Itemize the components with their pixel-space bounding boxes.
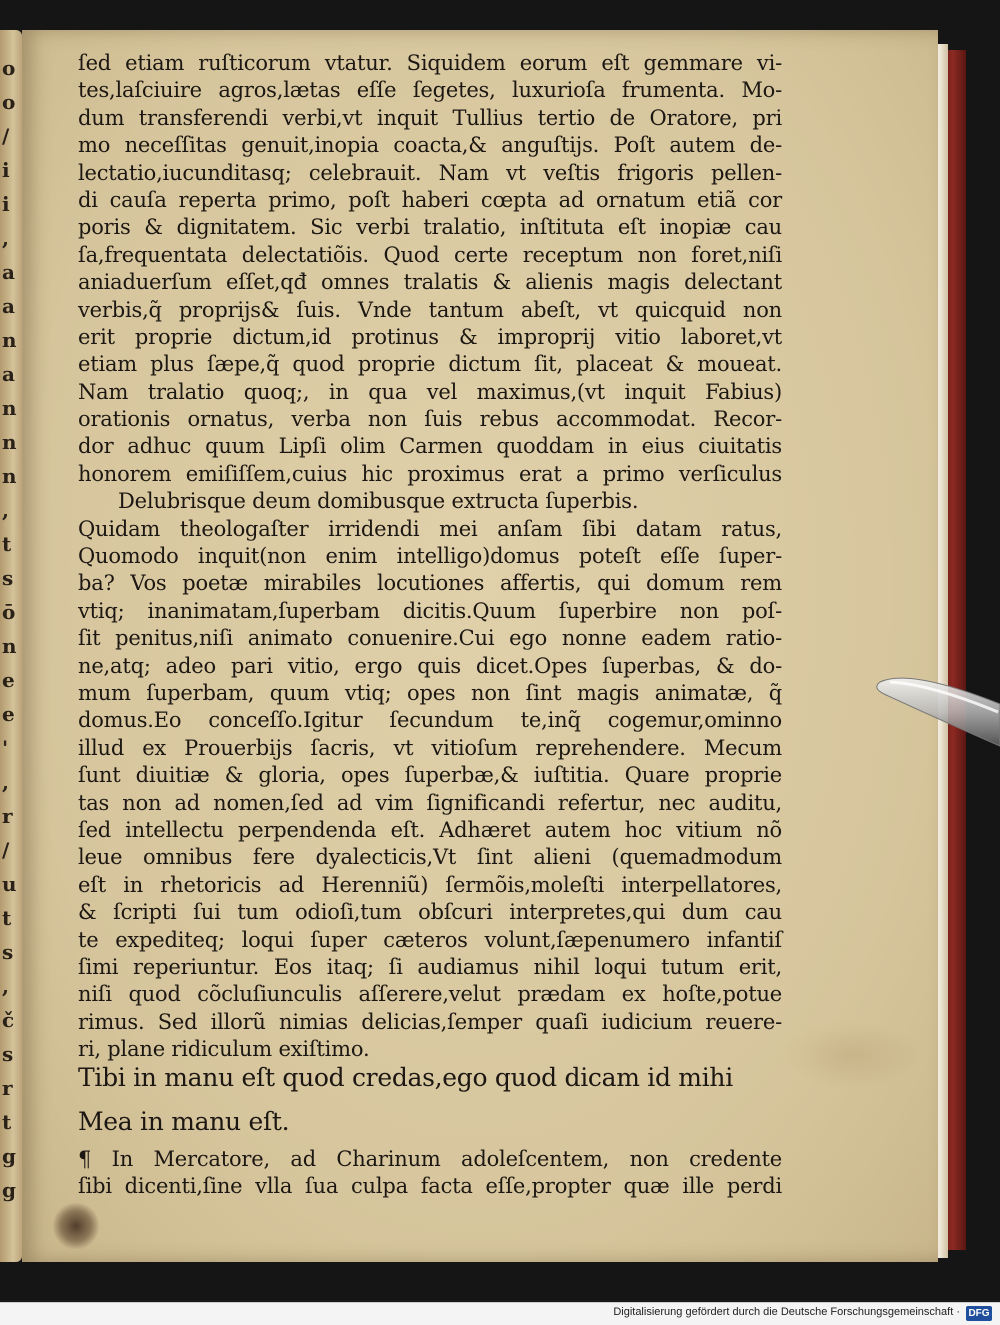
previous-page-letter: n <box>2 634 17 658</box>
previous-page-letter: a <box>2 362 15 386</box>
text-line: ſed intellectu perpendenda eſt. Adhæret autem hoc vitium nõ <box>78 817 782 842</box>
previous-page-letter: , <box>2 226 9 250</box>
text-line: Quomodo inquit(non enim intelligo)domus poteſt eſſe ſuper- <box>78 544 782 569</box>
text-line: ri, plane ridiculum exiſtimo. <box>78 1037 370 1062</box>
section-start <box>78 1146 782 1201</box>
previous-page-letter: a <box>2 260 15 284</box>
text-line: ſed etiam ruſticorum vtatur. Siquidem eorum eſt gemmare vi- <box>78 51 782 75</box>
previous-page-letter: g <box>2 1178 16 1202</box>
text-line: ne,atq; adeo pari vitio, ergo quis dicet.Opes ſuperbas, & do- <box>78 653 782 678</box>
previous-page-letter: a <box>2 294 15 318</box>
text-line: eſt in rhetoricis ad Herenniũ) ſermõis,moleſti interpellatores, <box>78 872 782 897</box>
previous-page-letter: ' <box>2 736 9 760</box>
text-line: rimus. Sed illorũ nimias delicias,ſemper quaſi iudicium reuere- <box>78 1009 782 1034</box>
previous-page-letter: o <box>2 90 16 114</box>
dfg-logo: DFG <box>966 1306 992 1321</box>
text-line: ſa,frequentata delectatiõis. Quod certe receptum non foret,niſi <box>78 242 782 267</box>
previous-page-letter: , <box>2 498 9 522</box>
previous-page-letter: e <box>2 702 15 726</box>
text-line: tes,laſciuire agros,lætas eſſe ſegetes, luxurioſa frumenta. Mo- <box>78 78 782 103</box>
heading-line-1: Tibi in manu eſt quod credas,ego quod dicam id mihi <box>78 1063 733 1092</box>
text-line: mo neceſſitas genuit,inopia coacta,& anguſtijs. Poſt autem de- <box>78 133 782 158</box>
text-line: dor adhuc quum Lipſi olim Carmen quoddam in eius ciuitatis <box>78 434 782 459</box>
text-line: verbis,q̃ proprijs& ſuis. Vnde tantum abeſt, vt quicquid non <box>78 297 782 322</box>
previous-page-letter: / <box>2 124 10 148</box>
previous-page-letter: n <box>2 430 17 454</box>
footer-credit-bar <box>0 1302 1000 1325</box>
text-line: leue omnibus fere dyalecticis,Vt ſint alieni (quemadmodum <box>78 845 782 870</box>
previous-page-letter: , <box>2 770 9 794</box>
previous-page-letter: s <box>2 566 14 590</box>
text-line: Quidam theologaſter irridendi mei anſam ſibi datam ratus, <box>78 516 782 541</box>
previous-page-letter: u <box>2 872 17 896</box>
text-line: ſimi reperiuntur. Eos itaq; ſi audiamus nihil loqui tutum erit, <box>78 954 782 979</box>
text-line: etiam plus ſæpe,q̃ quod proprie dictum ſit, placeat & moueat. <box>78 352 782 377</box>
text-line: orationis ornatus, verba non ſuis rebus accommodat. Recor- <box>78 407 782 432</box>
text-line: aniaduerſum eſſet,qđ omnes tralatis & alienis magis delectant <box>78 270 782 295</box>
previous-page-letter: g <box>2 1144 16 1168</box>
glass-page-holder <box>870 660 1000 770</box>
previous-page-letter: t <box>2 1110 12 1134</box>
previous-page-letter: e <box>2 668 15 692</box>
previous-page-letter: ō <box>2 600 16 624</box>
previous-page-letter: č <box>2 1008 15 1032</box>
verse-line: Delubrisque deum domibusque extructa ſuperbis. <box>118 489 639 514</box>
previous-page-letter: i <box>2 158 10 182</box>
credit-text: Digitalisierung gefördert durch die Deutsche Forschungsgemeinschaft · <box>613 1306 960 1318</box>
text-line: poris & dignitatem. Sic verbi tralatio, inſtituta eſt inopiæ cau <box>78 215 782 240</box>
text-line: ſit penitus,niſi animato conuenire.Cui ego nonne eadem ratio- <box>78 626 782 651</box>
text-line: erit proprie dictum,id protinus & improprij vitio laboret,vt <box>78 324 782 349</box>
previous-page-letter: , <box>2 974 9 998</box>
previous-page-letter: r <box>2 804 13 828</box>
previous-page-letters <box>0 30 22 1262</box>
body-text <box>78 50 782 1063</box>
text-line: te expediteq; loqui ſuper cæteros volunt,ſæpenumero infantiſ <box>78 927 782 952</box>
ink-smudge <box>52 1202 100 1250</box>
text-line: ſunt diuitiæ & gloria, opes ſuperbæ,& iuſtitia. Quare proprie <box>78 763 782 788</box>
paper-stain <box>782 1020 922 1090</box>
previous-page-letter: t <box>2 906 12 930</box>
text-line: mum ſuperbam, quum vtiq; opes non ſint magis animatæ, q̃ <box>78 680 782 705</box>
text-line: dum transferendi verbi,vt inquit Tullius tertio de Oratore, pri <box>78 105 782 130</box>
text-line: vtiq; inanimatam,ſuperbam dicitis.Quum ſuperbire non poſ- <box>78 598 782 623</box>
previous-page-letter: o <box>2 56 16 80</box>
text-line: di cauſa reperta primo, poſt haberi cœpta ad ornatum etiã cor <box>78 187 782 212</box>
text-line: ba? Vos poetæ mirabiles locutiones affertis, qui domum rem <box>78 571 782 596</box>
text-line: Nam tralatio quoq;, in qua vel maximus,(vt inquit Fabius) <box>78 379 782 404</box>
previous-page-letter: i <box>2 192 10 216</box>
text-line: & ſcripti ſui tum odioſi,tum obſcuri interpretes,qui dum cau <box>78 900 782 925</box>
previous-page-letter: n <box>2 396 17 420</box>
previous-page-letter: s <box>2 940 14 964</box>
previous-page-letter: s <box>2 1042 14 1066</box>
text-line: niſi quod cõcluſiunculis aſſerere,velut prædam ex hoſte,potue <box>78 982 782 1007</box>
text-line: illud ex Prouerbijs ſacris, vt vitioſum reprehendere. Mecum <box>78 735 782 760</box>
previous-page-letter: n <box>2 464 17 488</box>
text-line: lectatio,iucunditasq; celebrauit. Nam vt veſtis frigoris pellen- <box>78 160 782 185</box>
text-line: ¶ In Mercatore, ad Charinum adoleſcentem, non credente <box>78 1147 782 1171</box>
previous-page-letter: / <box>2 838 10 862</box>
previous-page-letter: r <box>2 1076 13 1100</box>
text-line: honorem emiſiſſem,cuius hic proximus erat a primo verſiculus <box>78 461 782 486</box>
previous-page-edge <box>0 30 22 1262</box>
book-page <box>22 30 938 1262</box>
text-line: ſibi dicenti,ſine vlla ſua culpa facta eſſe,propter quæ ille perdi <box>78 1174 782 1199</box>
previous-page-letter: n <box>2 328 17 352</box>
previous-page-letter: t <box>2 532 12 556</box>
text-line: tas non ad nomen,ſed ad vim ſignificandi refertur, nec auditu, <box>78 790 782 815</box>
heading-line-2: Mea in manu eſt. <box>78 1107 290 1136</box>
text-line: domus.Eo conceſſo.Igitur ſecundum te,inq̃ cogemur,ominno <box>78 708 782 733</box>
